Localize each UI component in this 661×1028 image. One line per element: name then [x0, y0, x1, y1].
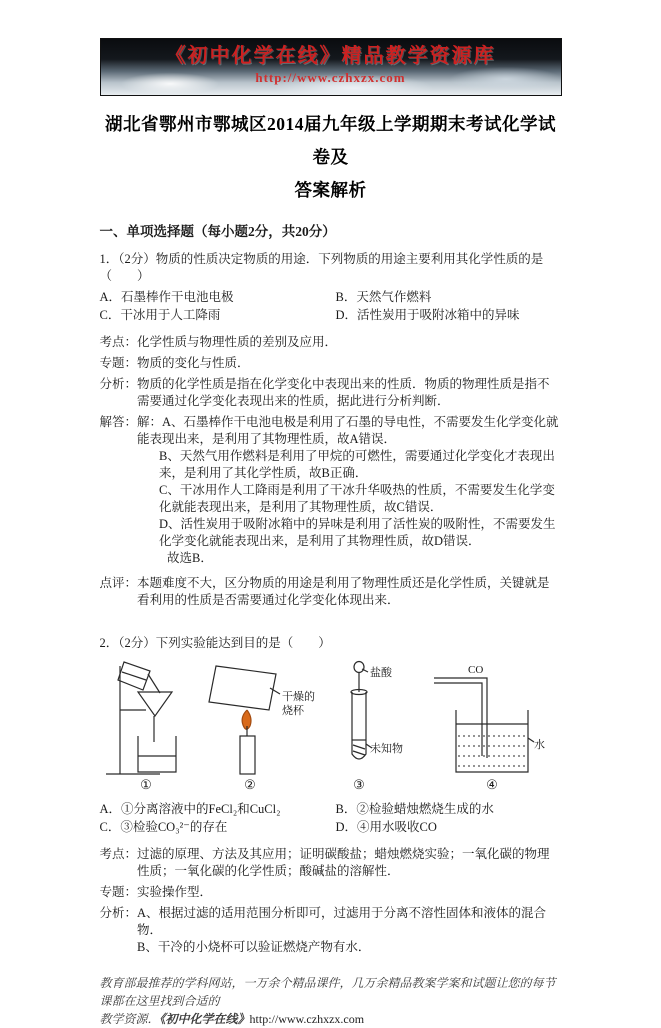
question-2-kaodian: [100, 846, 562, 880]
question-2-fenxi-text: [137, 905, 561, 956]
document-title: [100, 108, 562, 207]
footer-line2-prefix: 教学资源．: [99, 1012, 160, 1026]
footer-site-url[interactable]: http://www.czhxzx.com: [249, 1012, 365, 1026]
label-dry-beaker-line1: 干燥的: [281, 691, 315, 703]
jieda-paragraph-a: 解：A、石墨棒作干电池电极是利用了石墨的导电性，不需要发生化学变化就能表现出来，是利用了其物理性质，故A错误．: [137, 415, 559, 446]
label-co-gas: CO: [467, 664, 483, 676]
question-2-stem: 2．（2分）下列实验能达到目的是（ ）: [99, 636, 331, 650]
jieda-conclusion: 故选B．: [167, 551, 213, 565]
question-1-dianping: [100, 575, 562, 609]
question-2-option-a: A．①分离溶液中的FeCl₂和CuCl₂: [99, 802, 281, 816]
apparatus-co-water: [434, 678, 534, 772]
question-1-kaodian: [100, 334, 562, 351]
page-footer: [100, 974, 562, 1028]
fenxi-label: 分析：: [99, 377, 138, 391]
dianping-label: 点评：: [99, 576, 138, 590]
document-title-line2: 答案解析: [294, 180, 367, 200]
jieda-paragraph-c: C、干冰用作人工降雨是利用了干冰升华吸热的性质，不需要发生化学变化就能表现出来，是利用了其物理性质，故C错误．: [159, 483, 555, 514]
question-2-figure: [104, 660, 562, 797]
banner-site-url[interactable]: http://www.czhxzx.com: [255, 70, 406, 85]
question-2: [100, 635, 562, 956]
document-content: [100, 38, 562, 1028]
figure-number-2: ②: [243, 777, 256, 792]
question-2-options: [100, 800, 562, 836]
label-dry-beaker-line2: 烧杯: [281, 705, 304, 717]
question-1-kaodian-text: 化学性质与物理性质的差别及应用．: [137, 335, 338, 349]
question-2-fenxi: [100, 905, 562, 956]
footer-line2: [100, 1010, 562, 1028]
question-1-zhuanti: [100, 355, 562, 372]
apparatus-figure-svg: [104, 660, 554, 792]
question-1-jieda: [100, 414, 562, 567]
kaodian-label: 考点：: [99, 335, 138, 349]
question-1-stem: 1．（2分）物质的性质决定物质的用途．下列物质的用途主要利用其化学性质的是（ ）: [99, 252, 544, 283]
question-2-zhuanti: [100, 884, 562, 901]
question-1-fenxi-text: 物质的化学性质是指在化学变化中表现出来的性质．物质的物理性质是指不需要通过化学变化表现出来的性质，据此进行分析判断．: [137, 377, 550, 408]
site-banner: [100, 38, 562, 96]
question-1-zhuanti-text: 物质的变化与性质．: [137, 356, 250, 370]
question-2-option-b: B．②检验蜡烛燃烧生成的水: [335, 802, 494, 816]
fenxi-paragraph-a: A、根据过滤的适用范围分析即可，过滤用于分离不溶性固体和液体的混合物．: [137, 906, 547, 937]
apparatus-candle-beaker: [209, 666, 280, 774]
question-1-options: [100, 288, 562, 324]
document-title-line1: 湖北省鄂州市鄂城区2014届九年级上学期期末考试化学试卷及: [105, 114, 556, 167]
figure-number-3: ③: [352, 777, 365, 792]
section-header: 一、单项选择题（每小题2分，共20分）: [99, 224, 336, 239]
question-2-kaodian-text: 过滤的原理、方法及其应用；证明碳酸盐；蜡烛燃烧实验；一氧化碳的物理性质；一氧化碳的化学性质；酸碱盐的溶解性．: [137, 847, 550, 878]
jieda-paragraph-b: B、天然气用作燃料是利用了甲烷的可燃性，需要通过化学变化才表现出来，是利用了其化学性质，故B正确．: [159, 449, 555, 480]
question-1-option-d: D．活性炭用于吸附冰箱中的异味: [335, 308, 520, 322]
question-1-option-c: C．干冰用于人工降雨: [99, 308, 221, 322]
apparatus-test-tube: [351, 662, 372, 760]
figure-number-4: ④: [485, 777, 498, 792]
label-unknown-substance: 未知物: [369, 743, 403, 755]
kaodian-label: 考点：: [99, 847, 138, 861]
question-1-dianping-text: 本题难度不大，区分物质的用途是利用了物理性质还是化学性质，关键就是看利用的性质是否需要通过化学变化体现出来．: [137, 576, 550, 607]
figure-number-1: ①: [139, 777, 152, 792]
question-2-option-c: C．③检验CO₃²⁻的存在: [99, 820, 228, 834]
label-water: 水: [533, 739, 545, 751]
question-1-option-b: B．天然气作燃料: [335, 290, 432, 304]
label-hydrochloric-acid: 盐酸: [369, 667, 392, 679]
apparatus-filtration: [106, 662, 176, 774]
jieda-label: 解答：: [99, 415, 138, 429]
question-1-option-a: A．石墨棒作干电池电极: [99, 290, 234, 304]
jieda-paragraph-d: D、活性炭用于吸附冰箱中的异味是利用了活性炭的吸附性，不需要发生化学变化就能表现出来，是利用了其物理性质，故D错误．: [159, 517, 556, 548]
footer-line1: 教育部最推荐的学科网站，一万余个精品课件，几万余精品教案学案和试题让您的每节课都在这里找到合适的: [99, 976, 556, 1008]
fenxi-label: 分析：: [99, 906, 138, 920]
banner-site-title: 《初中化学在线》精品教学资源库: [165, 45, 496, 67]
question-2-zhuanti-text: 实验操作型．: [137, 885, 213, 899]
question-1: [100, 251, 562, 609]
fenxi-paragraph-b: B、干冷的小烧杯可以验证燃烧产物有水．: [137, 940, 371, 954]
question-2-option-d: D．④用水吸收CO: [335, 820, 437, 834]
question-1-jieda-text: [137, 414, 561, 567]
question-1-fenxi: [100, 376, 562, 410]
footer-site-name: 《初中化学在线》: [159, 1012, 250, 1026]
zhuanti-label: 专题：: [99, 885, 138, 899]
zhuanti-label: 专题：: [99, 356, 138, 370]
